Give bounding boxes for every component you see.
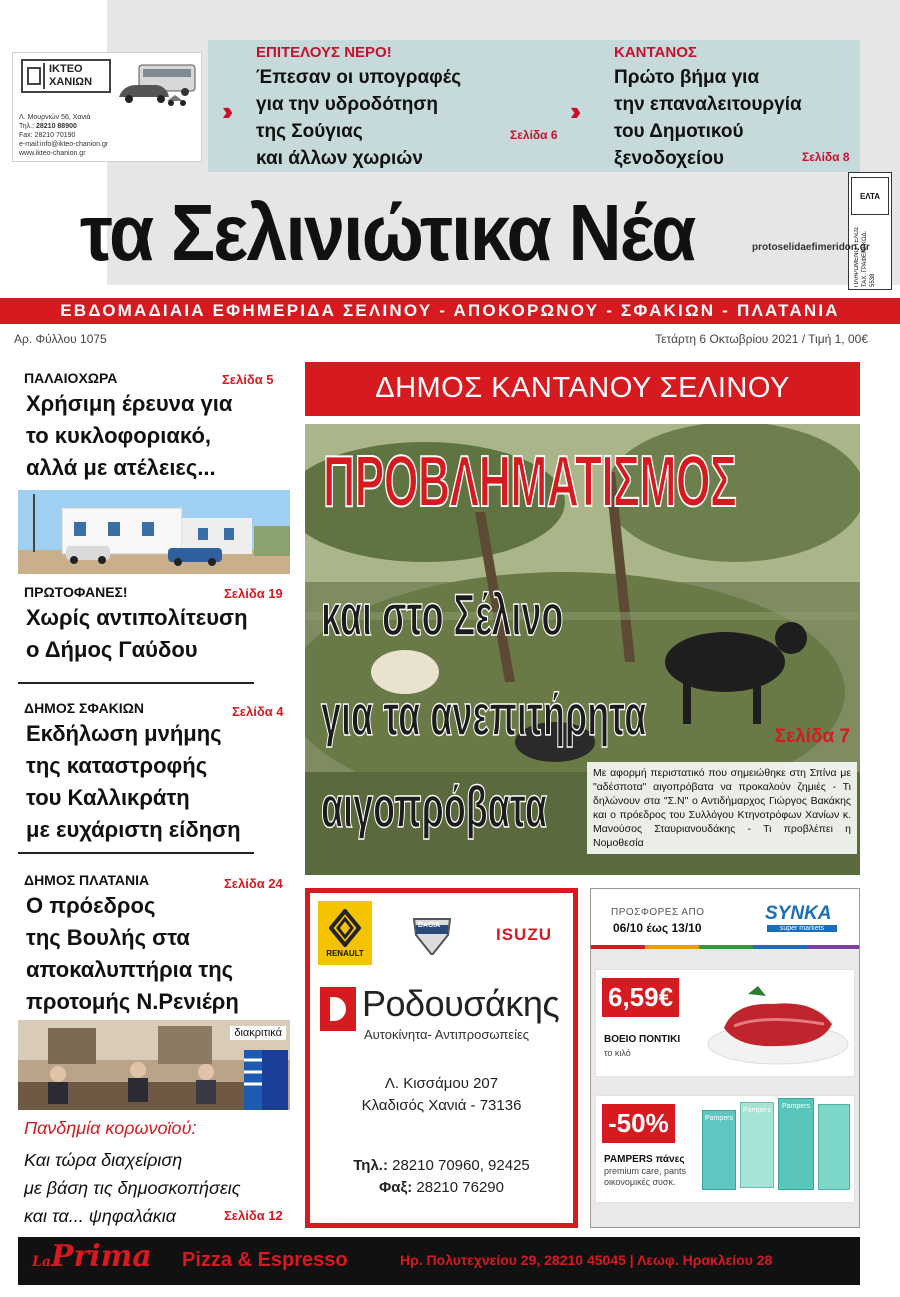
teaser-page-ref[interactable]: Σελίδα 6 (510, 128, 558, 142)
elta-text: ΠΛΗΡΩΜΕΝΟ ΤΕΛΟΣ ΤΑΧ. ΓΡΑΦΕΙΟ ΚΩΔ. 5538 (854, 226, 876, 287)
ikteo-logo-text: ΙΚΤΕΟ ΧΑΝΙΩΝ (49, 63, 93, 88)
story-title[interactable] (26, 718, 241, 846)
teaser-title-line: για την υδροδότηση (256, 94, 438, 115)
story-title-line: του Καλλικράτη (26, 785, 190, 810)
story-page-ref[interactable]: Σελίδα 5 (222, 372, 274, 387)
rodousakis-address (310, 1073, 573, 1117)
story-red-line: Πανδημία κορωνοϊού: (24, 1118, 197, 1138)
main-subheadline-line: αιγοπρόβατα (321, 775, 548, 840)
ikteo-phone-label: Τηλ.: (19, 123, 35, 130)
synka-dates: 06/10 έως 13/10 (613, 921, 702, 935)
offer-card-pampers[interactable] (595, 1095, 855, 1203)
story-title-line: Χρήσιμη έρευνα για (26, 391, 233, 416)
teaser-page-ref[interactable]: Σελίδα 8 (802, 150, 850, 164)
teaser-water[interactable] (208, 40, 604, 172)
story-title-line: της Βουλής στα (26, 925, 190, 950)
main-story[interactable] (305, 362, 860, 875)
fax-line (310, 1177, 573, 1199)
story-kicker: ΠΡΩΤΟΦΑΝΕΣ! (24, 584, 128, 600)
ikteo-web[interactable]: www.ikteo-chanion.gr (19, 150, 86, 157)
ikteo-email[interactable]: e-mail:info@ikteo-chanion.gr (19, 141, 109, 148)
story-page-ref[interactable]: Σελίδα 12 (224, 1208, 283, 1223)
story-title[interactable] (26, 602, 248, 666)
dacia-logo (402, 911, 462, 959)
ikteo-fax: Fax: 28210 70190 (19, 132, 76, 139)
chevron-right-icon: ›› (570, 96, 576, 126)
bus-car-icon (117, 61, 197, 107)
offer-desc: οικονομικές συσκ. (604, 1177, 676, 1187)
story-title-line: το κυκλοφοριακό, (26, 423, 212, 448)
elta-postage-box (848, 172, 892, 290)
isuzu-logo: ISUZU (496, 925, 552, 944)
teaser-title (256, 64, 461, 172)
story-title-line: προτομής Ν.Ρενιέρη (26, 989, 239, 1014)
pampers-pack-icon: Pampers (702, 1110, 736, 1190)
renault-logo (318, 901, 372, 965)
teaser-title-line: Έπεσαν οι υπογραφές (256, 67, 462, 88)
photo-badge: διακριτικά (230, 1026, 286, 1040)
ikteo-logo (21, 59, 111, 93)
offer-unit: το κιλό (604, 1048, 631, 1058)
main-subheadline-line: για τα ανεπιτήρητα (321, 683, 647, 748)
chevron-right-icon: ›› (222, 96, 228, 126)
photo-paleochora-street (18, 490, 290, 574)
synka-logo: SYNKA (765, 903, 832, 924)
story-title-line: Ο πρόεδρος (26, 893, 156, 918)
renault-label: RENAULT (326, 948, 364, 958)
tagline-band: ΕΒΔΟΜΑΔΙΑΙΑ ΕΦΗΜΕΡΙΔΑ ΣΕΛΙΝΟΥ - ΑΠΟΚΟΡΩΝΟΥ - ΣΦΑΚΙΩΝ - ΠΛΑΤΑΝΙΑ (0, 298, 900, 324)
offer-price: -50% (602, 1104, 675, 1143)
story-line: Και τώρα διαχείριση (24, 1150, 183, 1170)
elta-logo-icon: ΕΛΤΑ (851, 177, 889, 215)
rodousakis-logo-icon (320, 987, 356, 1031)
phone-label: Τηλ.: (353, 1157, 388, 1174)
rodousakis-name: Ροδουσάκης (362, 983, 560, 1024)
newspaper-title: τα Σελινιώτικα Νέα (80, 188, 695, 277)
photo-meeting (18, 1020, 290, 1110)
ikteo-contact (19, 113, 139, 158)
synka-ad[interactable] (590, 888, 860, 1228)
ikteo-ad[interactable] (12, 52, 202, 162)
offer-price: 6,59€ (602, 978, 679, 1017)
offer-desc: premium care, pants (604, 1166, 687, 1176)
offer-card-beef[interactable] (595, 969, 855, 1077)
story-kicker: ΔΗΜΟΣ ΣΦΑΚΙΩΝ (24, 700, 144, 716)
fax-label: Φαξ: (379, 1179, 413, 1196)
laprima-logo (32, 1239, 152, 1274)
teaser-title-line: την επαναλειτουργία (614, 94, 802, 115)
ikteo-phone-line (19, 122, 139, 131)
ikteo-phone: 28210 88900 (36, 123, 77, 130)
divider (18, 852, 254, 854)
story-title-line: με ευχάριστη είδηση (26, 817, 241, 842)
laprima-info: Ηρ. Πολυτεχνείου 29, 28210 45045 | Λεωφ. Ηρακλείου 28 (400, 1252, 773, 1268)
story-title-line: Χωρίς αντιπολίτευση (26, 605, 248, 630)
teaser-kicker: ΕΠΙΤΕΛΟΥΣ ΝΕΡΟ! (256, 44, 392, 61)
story-kicker: ΠΑΛΑΙΟΧΩΡΑ (24, 370, 118, 386)
main-summary: Με αφορμή περιστατικό που σημειώθηκε στη Σπίνα με "αδέσποτα" αιγοπρόβατα να προκαλούν ζημιές - Τι δηλώνουν στα "Σ.Ν" ο Αντιδήμαρχος Γιώργος Βακάκης και ο πρόεδρος του Συλλόγου Κτηνοτρόφων Χανίων κ. Μανούσος Σταυριανουδάκης - Τι προβλέπει η Νομοθεσία (587, 762, 857, 854)
site-url[interactable]: protoselidaefimeridon.gr (752, 242, 870, 253)
fax-value: 28210 76290 (412, 1179, 504, 1196)
story-line: και τα... ψηφαλάκια (24, 1206, 177, 1226)
main-page-ref[interactable]: Σελίδα 7 (774, 726, 850, 747)
main-subheadline-line: και στο Σέλινο (321, 583, 564, 648)
laprima-title: Pizza & Espresso (182, 1249, 348, 1271)
main-headline: ΠΡΟΒΛΗΜΑΤΙΣΜΟΣ (323, 442, 737, 522)
rodousakis-subtitle: Αυτοκίνητα- Αντιπροσωπείες (364, 1027, 530, 1042)
rodousakis-phones (310, 1155, 573, 1199)
synka-offers-label: ΠΡΟΣΦΟΡΕΣ ΑΠΟ (611, 907, 705, 918)
ikteo-logo-icon (23, 63, 45, 89)
story-title-line: Εκδήλωση μνήμης (26, 721, 222, 746)
main-story-banner: ΔΗΜΟΣ ΚΑΝΤΑΝΟΥ ΣΕΛΙΝΟΥ (305, 362, 860, 424)
teaser-title-line: του Δημοτικού (614, 121, 744, 142)
phone-value: 28210 70960, 92425 (387, 1157, 530, 1174)
pampers-pack-icon (818, 1104, 850, 1190)
synka-logo-sub: super markets (767, 925, 837, 932)
story-title-line: αποκαλυπτήρια της (26, 957, 234, 982)
divider (18, 682, 254, 684)
story-page-ref[interactable]: Σελίδα 19 (224, 586, 283, 601)
pampers-pack-icon: Pampers (740, 1102, 774, 1188)
teaser-title-line: Πρώτο βήμα για (614, 67, 760, 88)
dacia-shield-icon (410, 915, 454, 955)
story-title-line: ο Δήμος Γαύδου (26, 637, 198, 662)
teaser-hotel[interactable] (570, 40, 860, 172)
teaser-kicker: ΚΑΝΤΑΝΟΣ (614, 44, 697, 61)
address-line: Κλαδισός Χανιά - 73136 (361, 1097, 522, 1114)
phone-line (310, 1155, 573, 1177)
renault-diamond-icon (329, 909, 361, 947)
offer-name: ΒΟΕΙΟ ΠΟΝΤΙΚΙ (604, 1034, 681, 1045)
story-title-line: αλλά με ατέλειες... (26, 455, 216, 480)
story-title[interactable] (26, 890, 239, 1018)
story-line: με βάση τις δημοσκοπήσεις (24, 1178, 241, 1198)
rodousakis-ad[interactable] (305, 888, 578, 1228)
issue-number: Αρ. Φύλλου 1075 (14, 332, 107, 346)
story-lines[interactable] (24, 1146, 240, 1230)
pampers-pack-icon: Pampers (778, 1098, 814, 1190)
story-page-ref[interactable]: Σελίδα 24 (224, 876, 283, 891)
story-page-ref[interactable]: Σελίδα 4 (232, 704, 284, 719)
laprima-logo-text: Prima (50, 1239, 152, 1274)
teaser-title-line: ξενοδοχείου (614, 148, 724, 169)
ikteo-address: Λ. Μουρνιών 56, Χανιά (19, 114, 91, 121)
beef-meat-icon (704, 984, 850, 1068)
issue-date-price: Τετάρτη 6 Οκτωβρίου 2021 / Τιμή 1, 00€ (655, 332, 868, 346)
teaser-title (614, 64, 802, 172)
teaser-title-line: της Σούγιας (256, 121, 363, 142)
story-title-line: της καταστροφής (26, 753, 208, 778)
teaser-title-line: και άλλων χωριών (256, 148, 423, 169)
address-line: Λ. Κισσάμου 207 (384, 1075, 499, 1092)
offer-name: PAMPERS πάνες (604, 1154, 685, 1165)
dacia-label: DACIA (418, 922, 441, 929)
story-kicker: ΔΗΜΟΣ ΠΛΑΤΑΝΙΑ (24, 872, 150, 888)
story-title[interactable] (26, 388, 232, 484)
laprima-ad[interactable] (18, 1237, 860, 1285)
laprima-logo-small: La (32, 1254, 51, 1270)
